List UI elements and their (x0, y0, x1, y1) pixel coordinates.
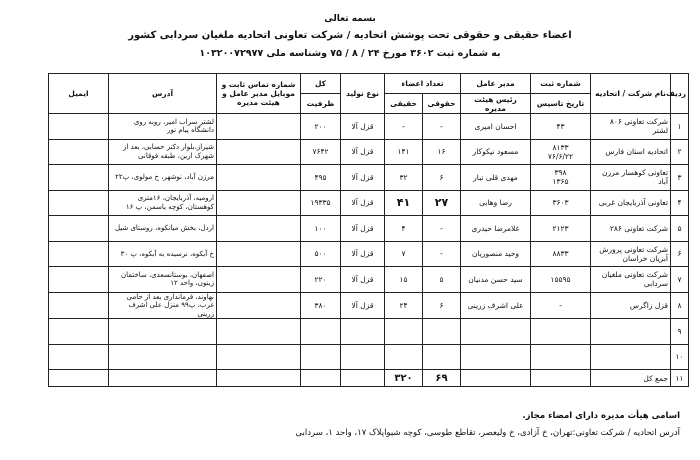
address-text: خ آبکوه، نرسیده به آبکوه، پ ۳۰ (109, 241, 217, 267)
reg-number (531, 139, 591, 165)
col-header-legal: حقوقی (423, 94, 461, 114)
ceo-name: وحید منصوریان (461, 241, 531, 267)
email-value (49, 241, 109, 267)
members-table (48, 73, 689, 387)
table-row (49, 190, 689, 216)
ceo-name: مهدی قلی تبار (461, 165, 531, 191)
address-text: اردل، بخش میانکوه، روستای شیل (109, 216, 217, 242)
company-name: تعاونی کوهسار مرزن آباد (591, 165, 671, 191)
capacity-value: ۳۸۰ (301, 292, 341, 319)
email-value (49, 165, 109, 191)
product-type: قزل آلا (341, 165, 385, 191)
email-value (49, 292, 109, 319)
col-header-ceo: مدیر عامل (461, 74, 531, 94)
ceo-name: رضا وهابی (461, 190, 531, 216)
natural-count: ۴ (385, 216, 423, 242)
col-header-phones: شماره تماس ثابت و موبایل مدیر عامل و هیئت مدیره (217, 74, 301, 114)
legal-count: - (423, 216, 461, 242)
row-number: ۹ (671, 319, 689, 345)
ceo-name (461, 344, 531, 370)
product-type: قزل آلا (341, 139, 385, 165)
phone-numbers (217, 139, 301, 165)
col-header-capacity: ظرفیت (301, 94, 341, 114)
col-header-capacity-top: کل (301, 74, 341, 94)
product-type: قزل آلا (341, 292, 385, 319)
legal-count: ۶ (423, 292, 461, 319)
table-row (49, 319, 689, 345)
phone-numbers (217, 267, 301, 293)
ceo-name: مسعود نیکوکار (461, 139, 531, 165)
email-value (49, 344, 109, 370)
phone-numbers (217, 319, 301, 345)
table-row (49, 344, 689, 370)
col-header-product: نوع تولید (341, 74, 385, 114)
reg-number-value: ۲۱۲۳ (552, 223, 569, 233)
legal-count: - (423, 114, 461, 140)
company-name: شرکت تعاونی پرورش آبزیان خراسان (591, 241, 671, 267)
capacity-value: ۱۹۳۳۵ (301, 190, 341, 216)
ceo-name: غلامرضا حیدری (461, 216, 531, 242)
capacity-value: ۲۰۰ (301, 114, 341, 140)
capacity-value: ۱۰۰ (301, 216, 341, 242)
natural-count: ۲۴ (385, 292, 423, 319)
legal-count: ۱۶ (423, 139, 461, 165)
row-number: ۸ (671, 292, 689, 319)
table-row (49, 114, 689, 140)
row-number: ۶ (671, 241, 689, 267)
address-text: ارومیه، آذربایجان، ۱۶متری کوهستان، کوچه یاسمن، پ ۱۶ (109, 190, 217, 216)
capacity-value (301, 319, 341, 345)
phone-numbers (217, 190, 301, 216)
phone-numbers (217, 216, 301, 242)
ceo-name (461, 319, 531, 345)
reg-number (531, 241, 591, 267)
row-number: ۵ (671, 216, 689, 242)
col-header-row: ردیف (671, 74, 689, 114)
legal-count (423, 344, 461, 370)
email-value (49, 190, 109, 216)
capacity-value: ۲۲۰ (301, 267, 341, 293)
ceo-name: سید حسن مدنیان (461, 267, 531, 293)
company-name: شرکت تعاونی ۸۰۶ لشتر (591, 114, 671, 140)
reg-number (531, 319, 591, 345)
reg-number (531, 114, 591, 140)
doc-title: اعضاء حقیقی و حقوقی تحت پوشش اتحادیه / شرکت تعاونی اتحادیه ملغیان سردابی کشور (128, 30, 572, 41)
email-value (49, 216, 109, 242)
reg-number-value: ۳۶۰۳ (552, 198, 569, 208)
reg-number-value: ۸۱۳۳ (552, 142, 569, 152)
col-header-reg-date: تاریخ تاسیس (531, 94, 591, 114)
row-number: ۳ (671, 165, 689, 191)
address-text: شیراز،بلوار دکتر حسابی، بعد از شهرک ارین، طبقه فوقانی (109, 139, 217, 165)
table-row (49, 292, 689, 319)
reg-number (531, 344, 591, 370)
company-name: تعاونی آذربایجان غربی (591, 190, 671, 216)
total-legal: ۶۹ (423, 370, 461, 387)
natural-count: ۱۵ (385, 267, 423, 293)
phone-numbers (217, 241, 301, 267)
company-name: اتحادیه استان فارس (591, 139, 671, 165)
product-type: قزل آلا (341, 114, 385, 140)
col-header-company: نام شرکت / اتحادیه (591, 74, 671, 114)
col-header-chair: رئیس هیئت مدیره (461, 94, 531, 114)
product-type: قزل آلا (341, 190, 385, 216)
company-name: شرکت تعاونی ۲۸۶ (591, 216, 671, 242)
address-text: نهاوند، فرمانداری بعد از حامی غرب، پ۹۹ منزل علی اشرف زرینی (109, 292, 217, 319)
footer-address: آدرس اتحادیه / شرکت تعاونی:تهران، خ آزادی، خ ولیعصر، تقاطع طوسی، کوچه شیواپلاک ۱۷، واحد ۱، سردابی (295, 428, 680, 438)
phone-numbers (217, 114, 301, 140)
address-text: مرزن آباد، نوشهر، خ مولوی، پ۲۲ (109, 165, 217, 191)
legal-count (423, 319, 461, 345)
natural-count: ۳۲ (385, 165, 423, 191)
table-row (49, 165, 689, 191)
address-text: لشتر سراب امیر، روبه روی دانشگاه پیام نور (109, 114, 217, 140)
company-name: شرکت تعاونی ملغیان سردابی (591, 267, 671, 293)
legal-count: ۲۷ (423, 190, 461, 216)
capacity-value (301, 344, 341, 370)
phone-numbers (217, 292, 301, 319)
address-text (109, 319, 217, 345)
natural-count: ۴۱ (385, 190, 423, 216)
email-value (49, 319, 109, 345)
email-value (49, 139, 109, 165)
total-row-number: ۱۱ (671, 370, 689, 387)
capacity-value: ۴۹۵ (301, 165, 341, 191)
email-value (49, 114, 109, 140)
capacity-value: ۷۶۴۲ (301, 139, 341, 165)
capacity-value: ۵۰۰ (301, 241, 341, 267)
total-label: جمع کل (591, 370, 671, 387)
reg-number (531, 165, 591, 191)
col-header-address: آدرس (109, 74, 217, 114)
natural-count (385, 319, 423, 345)
reg-number (531, 267, 591, 293)
ceo-name: علی اشرف زرینی (461, 292, 531, 319)
reg-number-value: ۳۹۸ (554, 168, 567, 178)
footer-note: اسامی هیأت مدیره دارای امضاء مجاز. (522, 411, 680, 421)
natural-count: ۱۴۱ (385, 139, 423, 165)
reg-number (531, 216, 591, 242)
natural-count: ۷ (385, 241, 423, 267)
company-name (591, 319, 671, 345)
company-name (591, 344, 671, 370)
total-natural: ۳۲۰ (385, 370, 423, 387)
reg-number (531, 292, 591, 319)
doc-heading-basmala: بسمه تعالی (324, 14, 376, 24)
table-row (49, 216, 689, 242)
row-number: ۲ (671, 139, 689, 165)
natural-count (385, 344, 423, 370)
row-number: ۱ (671, 114, 689, 140)
reg-number-value: ۸۸۳۳ (552, 249, 569, 259)
email-value (49, 267, 109, 293)
legal-count: ۵ (423, 267, 461, 293)
legal-count: ۶ (423, 165, 461, 191)
row-number: ۷ (671, 267, 689, 293)
row-number: ۱۰ (671, 344, 689, 370)
table-row (49, 241, 689, 267)
total-row (49, 370, 689, 387)
legal-count: - (423, 241, 461, 267)
product-type (341, 319, 385, 345)
reg-number-value: - (559, 300, 562, 310)
address-text: اصفهان، بوستانسعدی، ساختمان زیتون، واحد ۱۲ (109, 267, 217, 293)
col-header-members: تعداد اعضاء (385, 74, 461, 94)
row-number: ۴ (671, 190, 689, 216)
table-row (49, 139, 689, 165)
ceo-name: احسان امیری (461, 114, 531, 140)
col-header-natural: حقیقی (385, 94, 423, 114)
col-header-reg: شماره ثبت (531, 74, 591, 94)
natural-count: - (385, 114, 423, 140)
address-text (109, 344, 217, 370)
doc-subtitle: به شماره ثبت ۳۶۰۲ مورخ ۲۴ / ۸ / ۷۵ وشناسه ملی ۱۰۳۲۰۰۷۲۹۷۷ (199, 48, 501, 59)
phone-numbers (217, 165, 301, 191)
reg-number-value: ۱۵۵۹۵ (550, 274, 571, 284)
reg-date-value: ۷۶/۶/۲۲ (547, 151, 574, 161)
product-type: قزل آلا (341, 216, 385, 242)
product-type: قزل آلا (341, 241, 385, 267)
col-header-email: ایمیل (49, 74, 109, 114)
company-name: قزل زاگرس (591, 292, 671, 319)
reg-number (531, 190, 591, 216)
reg-number-value: ۴۳ (556, 121, 565, 131)
reg-date-value: ۱۳۶۵ (552, 177, 569, 187)
product-type: قزل آلا (341, 267, 385, 293)
table-row (49, 267, 689, 293)
phone-numbers (217, 344, 301, 370)
product-type (341, 344, 385, 370)
